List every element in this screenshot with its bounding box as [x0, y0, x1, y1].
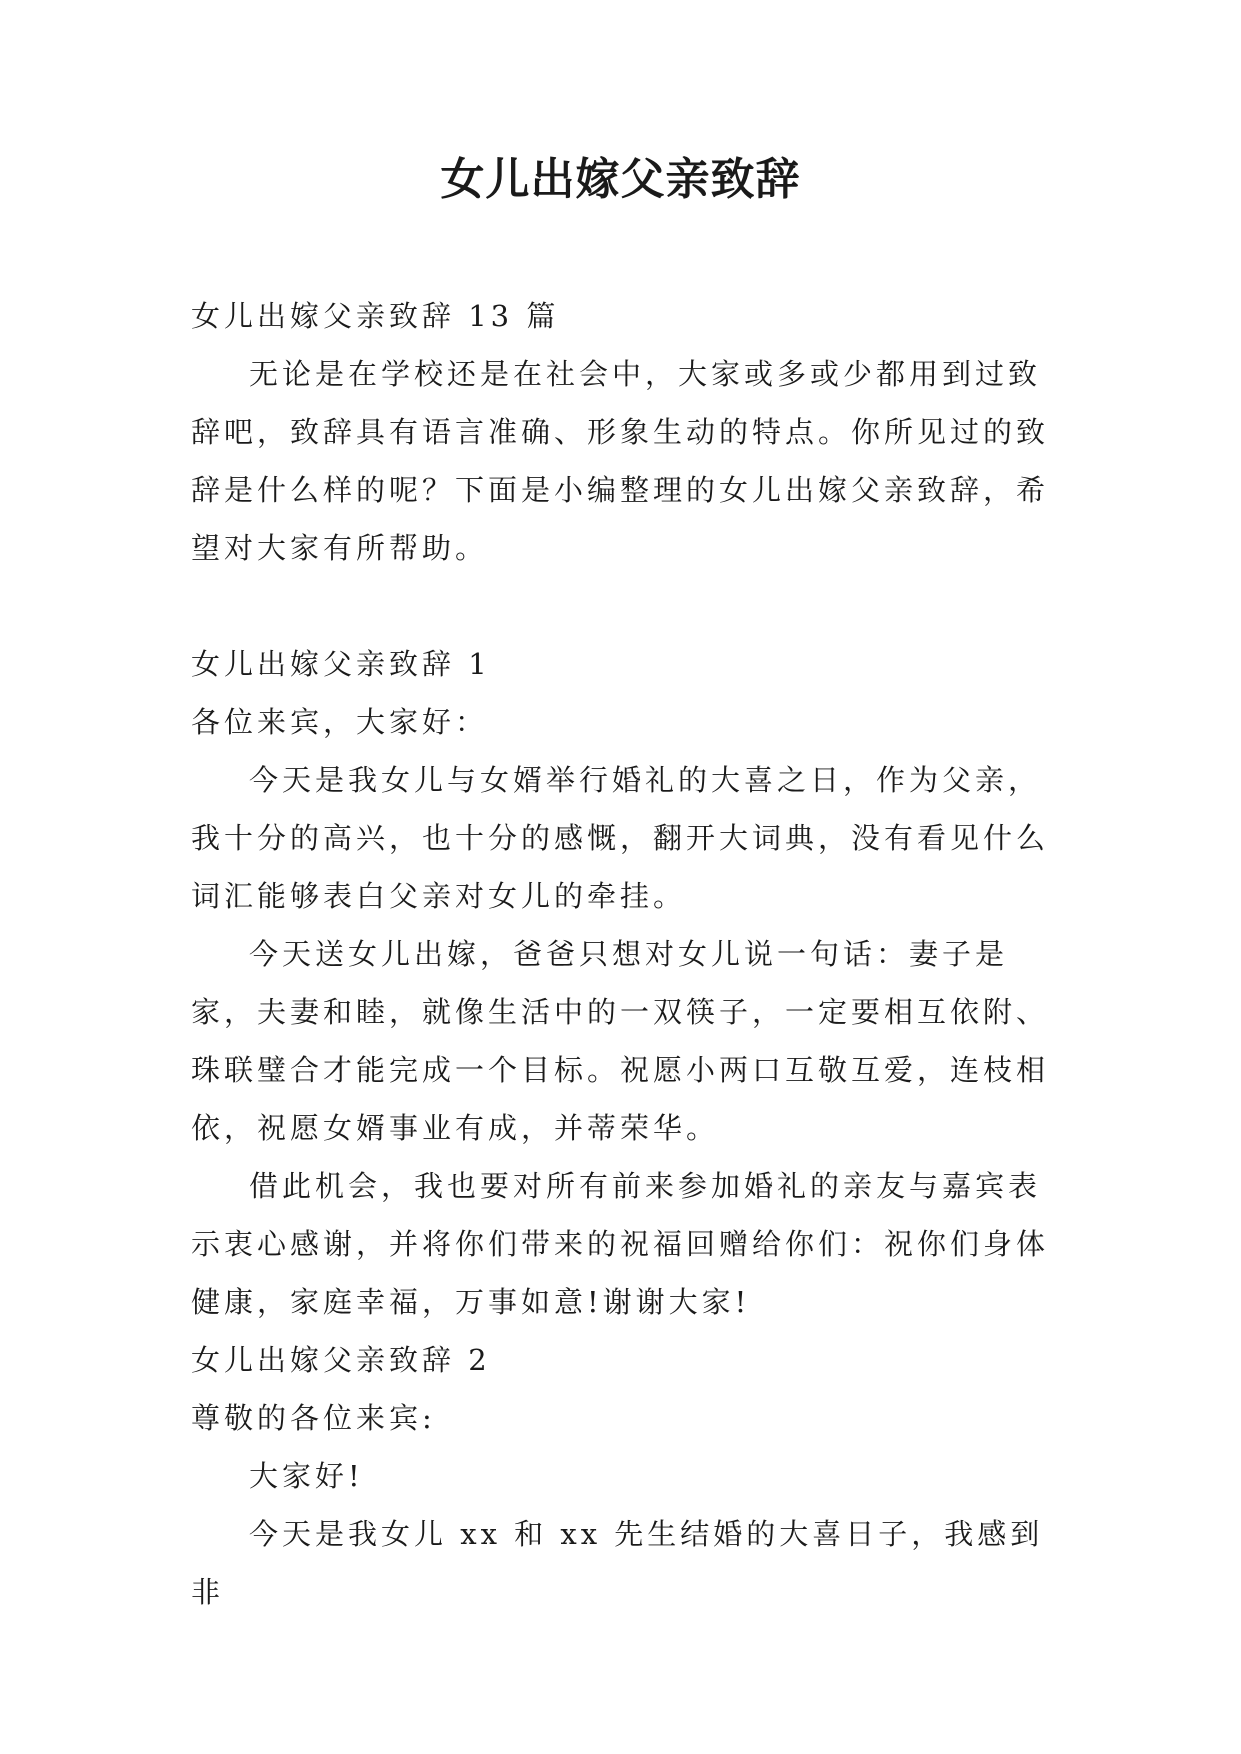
paragraph-spacer — [191, 577, 1053, 635]
collection-heading: 女儿出嫁父亲致辞 13 篇 — [191, 299, 560, 333]
speech-1-paragraph-2: 今天送女儿出嫁，爸爸只想对女儿说一句话：妻子是家，夫妻和睦，就像生活中的一双筷子，一定要相互依附、珠联璧合才能完成一个目标。祝愿小两口互敬互爱，连枝相依，祝愿女婿事业有成，并蒂荣华。 — [191, 937, 1050, 1145]
document-title: 女儿出嫁父亲致辞 — [440, 154, 801, 205]
speech-2-paragraph-1: 今天是我女儿 xx 和 xx 先生结婚的大喜日子，我感到非 — [191, 1517, 1044, 1609]
salutation-1: 各位来宾，大家好： — [191, 705, 489, 739]
greeting-2: 大家好! — [249, 1459, 364, 1493]
salutation-2: 尊敬的各位来宾: — [191, 1401, 436, 1435]
intro-paragraph: 无论是在学校还是在社会中，大家或多或少都用到过致辞吧，致辞具有语言准确、形象生动的特点。你所见过的致辞是什么样的呢？下面是小编整理的女儿出嫁父亲致辞，希望对大家有所帮助。 — [191, 357, 1050, 565]
document-body — [191, 287, 1053, 1621]
speech-1-paragraph-1: 今天是我女儿与女婿举行婚礼的大喜之日，作为父亲，我十分的高兴，也十分的感慨，翻开大词典，没有看见什么词汇能够表白父亲对女儿的牵挂。 — [191, 763, 1050, 913]
speech-1-paragraph-3: 借此机会，我也要对所有前来参加婚礼的亲友与嘉宾表示衷心感谢，并将你们带来的祝福回赠给你们：祝你们身体健康，家庭幸福，万事如意!谢谢大家! — [191, 1169, 1050, 1319]
section-heading-2: 女儿出嫁父亲致辞 2 — [191, 1343, 491, 1377]
section-heading-1: 女儿出嫁父亲致辞 1 — [191, 647, 491, 681]
